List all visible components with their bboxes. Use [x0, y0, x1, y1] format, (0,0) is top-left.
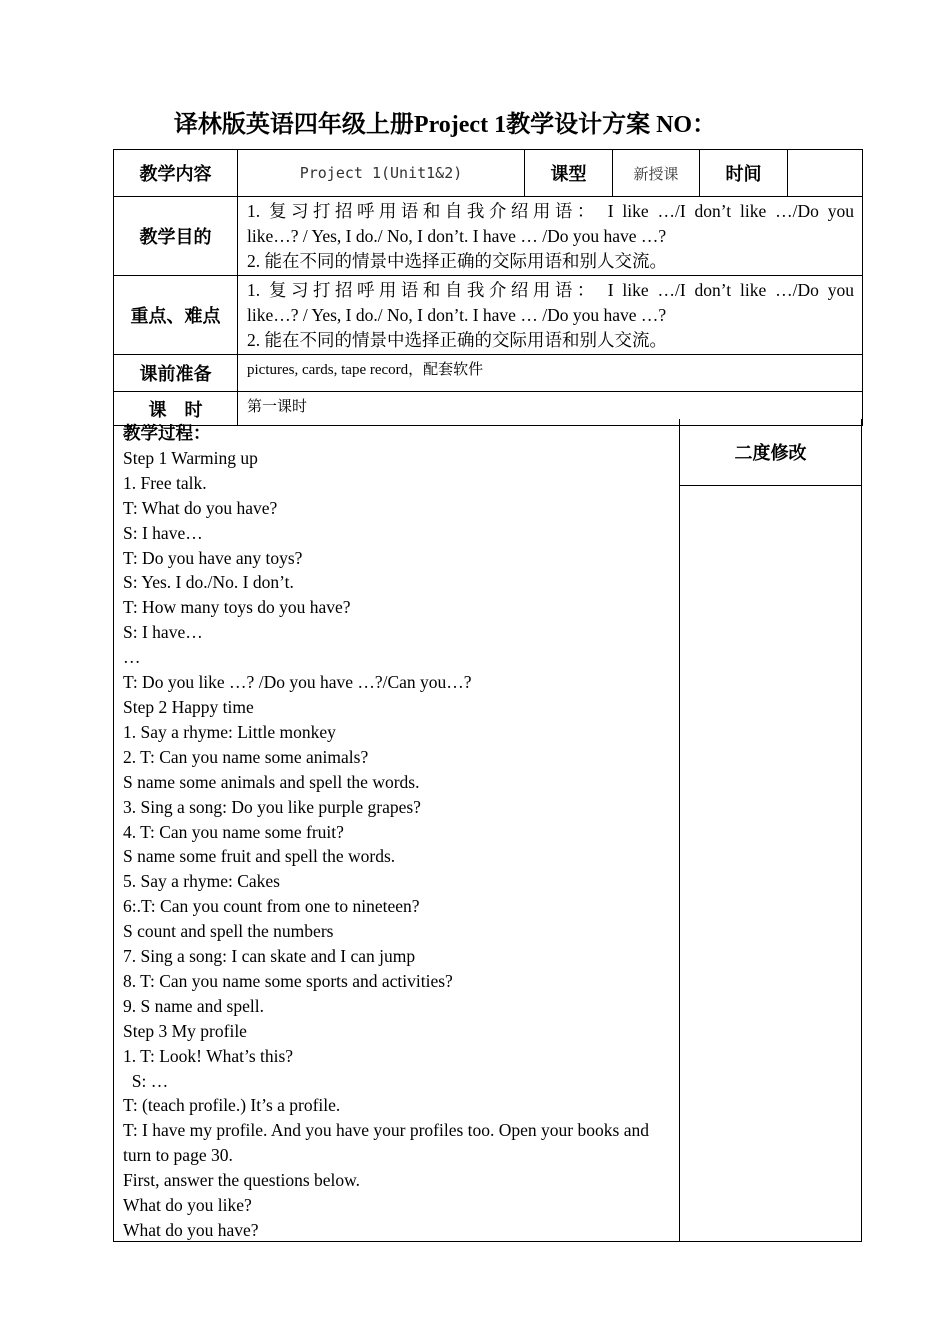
process-line: Step 3 My profile [123, 1020, 247, 1041]
process-line: 7. Sing a song: I can skate and I can jump [123, 946, 416, 967]
process-line: T: (teach profile.) It’s a profile. [123, 1095, 341, 1116]
process-line: First, answer the questions below. [123, 1170, 361, 1191]
process-line: What do you have? [123, 1220, 259, 1240]
process-line: 9. S name and spell. [123, 995, 264, 1016]
type-label: 课型 [525, 150, 613, 197]
process-line: 3. Sing a song: Do you like purple grapes? [123, 796, 421, 817]
process-line: 5. Say a rhyme: Cakes [123, 871, 280, 892]
goal-line-2: like…? / Yes, I do./ No, I don’t. I have … /Do you have …? [247, 226, 667, 246]
key-points-label: 重点、难点 [114, 276, 238, 355]
process-line: S count and spell the numbers [123, 921, 334, 942]
process-line: T: Do you like …? /Do you have …?/Can you…? [123, 672, 472, 693]
time-value [788, 150, 863, 197]
key-points-text [238, 276, 863, 355]
goal-line-1: 1. 复习打招呼用语和自我介绍用语： I like …/I don’t like …/Do you [247, 201, 854, 221]
time-label: 时间 [700, 150, 788, 197]
process-line: 4. T: Can you name some fruit? [123, 821, 344, 842]
process-line: S: I have… [123, 522, 203, 543]
process-line: T: I have my profile. And you have your profiles too. Open your books and turn to page 30. [123, 1120, 649, 1166]
process-line: T: Do you have any toys? [123, 547, 303, 568]
process-line: S name some fruit and spell the words. [123, 846, 396, 867]
content-value: Project 1(Unit1&2) [238, 150, 525, 197]
process-lines [123, 421, 678, 1243]
goal-text [238, 197, 863, 276]
document-title: 译林版英语四年级上册Project 1教学设计方案 NO： [173, 112, 717, 138]
goal-label: 教学目的 [114, 197, 238, 276]
process-line: S: … [123, 1070, 169, 1091]
process-line: S name some animals and spell the words. [123, 771, 420, 792]
process-line: 8. T: Can you name some sports and activities? [123, 970, 453, 991]
process-line: 1. Say a rhyme: Little monkey [123, 721, 336, 742]
process-line: 6:.T: Can you count from one to nineteen? [123, 896, 420, 917]
process-line: T: How many toys do you have? [123, 597, 351, 618]
process-line: S: Yes. I do./No. I don’t. [123, 572, 294, 593]
period-value: 第一课时 [238, 392, 863, 426]
type-value: 新授课 [613, 150, 700, 197]
key-line-2: like…? / Yes, I do./ No, I don’t. I have … /Do you have …? [247, 305, 667, 325]
process-line: T: What do you have? [123, 497, 278, 518]
process-line: What do you like? [123, 1195, 252, 1216]
process-content [114, 419, 680, 1241]
key-line-3: 2. 能在不同的情景中选择正确的交际用语和别人交流。 [247, 330, 667, 350]
lesson-info-table [113, 149, 863, 426]
teaching-process-section [113, 419, 862, 1242]
process-line: Step 1 Warming up [123, 447, 258, 468]
process-line: … [123, 647, 141, 668]
prep-label: 课前准备 [114, 355, 238, 392]
process-line: 1. T: Look! What’s this? [123, 1045, 294, 1066]
process-line: 2. T: Can you name some animals? [123, 746, 369, 767]
period-label: 课 时 [114, 392, 238, 426]
revision-column-header: 二度修改 [680, 419, 861, 486]
process-line: Step 2 Happy time [123, 696, 254, 717]
prep-value: pictures, cards, tape record，配套软件 [238, 355, 863, 392]
key-line-1: 1. 复习打招呼用语和自我介绍用语： I like …/I don’t like …/Do you [247, 280, 854, 300]
process-heading: 教学过程： [123, 423, 211, 443]
process-line: 1. Free talk. [123, 472, 207, 493]
goal-line-3: 2. 能在不同的情景中选择正确的交际用语和别人交流。 [247, 251, 667, 271]
process-line: S: I have… [123, 622, 203, 643]
content-label: 教学内容 [114, 150, 238, 197]
